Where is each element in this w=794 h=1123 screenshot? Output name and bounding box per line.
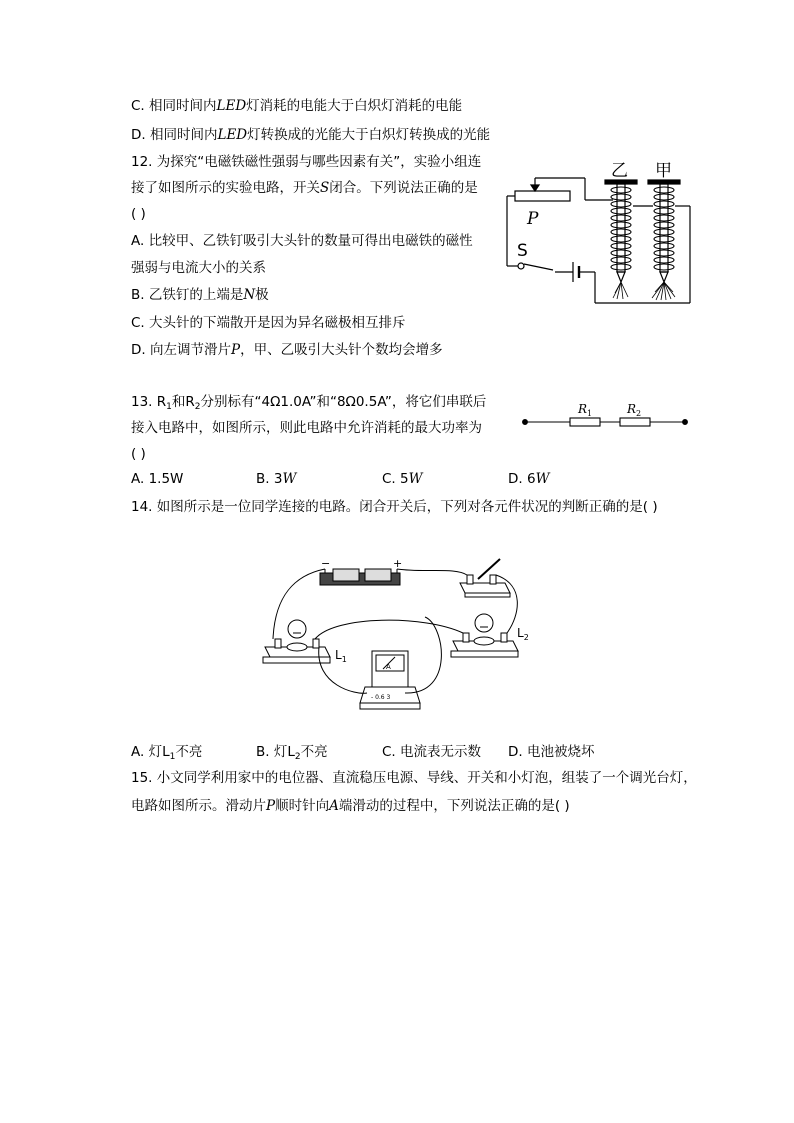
label-l2: $L_2$ <box>517 626 529 642</box>
coil-winding <box>611 187 631 193</box>
coil-winding <box>654 264 674 270</box>
coil-winding <box>611 257 631 263</box>
coil-jia <box>654 187 674 270</box>
coil-winding <box>654 208 674 214</box>
battery-cell-2 <box>365 569 391 581</box>
coil-winding <box>611 208 631 214</box>
q14-option-c: C. 电流表无示数 <box>382 744 482 760</box>
coil-winding <box>611 215 631 221</box>
coil-winding <box>654 215 674 221</box>
coil-winding <box>611 222 631 228</box>
coil-winding <box>611 264 631 270</box>
coil-winding <box>654 250 674 256</box>
rheostat-body <box>515 191 570 201</box>
label-s: S <box>517 241 528 261</box>
q14-stem: 14. 如图所示是一位同学连接的电路。闭合开关后，下列对各元件状况的判断正确的是( ) <box>131 499 658 515</box>
label-l1: $L_1$ <box>335 648 347 664</box>
q13-stem-line2: 接入电路中，如图所示，则此电路中允许消耗的最大功率为 <box>131 420 482 436</box>
coil-winding <box>654 194 674 200</box>
coil-winding <box>611 201 631 207</box>
coil-winding <box>611 243 631 249</box>
q11-option-d: D. 相同时间内LED灯转换成的光能大于白炽灯转换成的光能 <box>131 127 491 143</box>
coil-winding <box>611 250 631 256</box>
q13-option-d: D. 6W <box>508 471 550 487</box>
lamp-l2-bulb <box>475 614 493 632</box>
q13-stem-line1: 13. $R_1$和$R_2$分别标有“4Ω1.0A”和“8Ω0.5A”，将它们串联后 <box>131 394 487 412</box>
q13-answer-bracket: ( ) <box>131 446 146 462</box>
coil-winding <box>611 236 631 242</box>
q12-stem-line1: 12. 为探究“电磁铁磁性强弱与哪些因素有关”，实验小组连 <box>131 154 482 170</box>
q13-option-a: A. 1.5W <box>131 471 184 487</box>
q13-option-c: C. 5W <box>382 471 423 487</box>
q15-stem-line1: 15. 小文同学利用家中的电位器、直流稳压电源、导线、开关和小灯泡，组装了一个调光台灯， <box>131 770 697 786</box>
battery-cell-1 <box>333 569 359 581</box>
q13-option-b: B. 3W <box>256 471 297 487</box>
q12-option-c: C. 大头针的下端散开是因为异名磁极相互排斥 <box>131 315 406 331</box>
coil-winding <box>654 201 674 207</box>
q14-option-b: B. 灯$L_2$不亮 <box>256 744 328 762</box>
label-r1: $R_1$ <box>578 402 593 418</box>
q12-option-d: D. 向左调节滑片P，甲、乙吸引大头针个数均会增多 <box>131 342 443 358</box>
coil-winding <box>611 194 631 200</box>
battery-minus-label: − <box>321 557 331 570</box>
q11-option-c: C. 相同时间内LED灯消耗的电能大于白炽灯消耗的电能 <box>131 98 463 114</box>
wire-l1-l2 <box>315 620 463 639</box>
q12-electromagnet-figure <box>505 158 705 308</box>
wire-battery-switch <box>397 569 467 575</box>
q13-resistor-figure <box>520 398 695 434</box>
label-yi: 乙 <box>611 161 628 181</box>
pins-jia <box>652 282 675 300</box>
q12-answer-bracket: ( ) <box>131 206 146 222</box>
q14-option-a: A. 灯$L_1$不亮 <box>131 744 203 762</box>
coil-winding <box>654 222 674 228</box>
wire-ammeter-l2 <box>405 617 441 693</box>
ammeter-symbol: A <box>386 663 391 671</box>
coil-winding <box>654 257 674 263</box>
label-r2: $R_2$ <box>627 402 642 418</box>
q12-option-a-line1: A. 比较甲、乙铁钉吸引大头针的数量可得出电磁铁的磁性 <box>131 233 473 249</box>
terminal-right <box>683 420 688 425</box>
coil-winding <box>654 243 674 249</box>
q12-stem-line2: 接了如图所示的实验电路，开关S闭合。下列说法正确的是 <box>131 180 478 196</box>
ammeter-scale: - 0.6 3 <box>371 694 391 701</box>
resistor-r1 <box>570 418 600 426</box>
pins-yi <box>613 282 628 299</box>
switch-blade <box>478 559 500 579</box>
q12-option-b: B. 乙铁钉的上端是N极 <box>131 287 269 303</box>
coil-winding <box>654 236 674 242</box>
label-jia: 甲 <box>655 161 672 181</box>
switch-contact <box>518 263 524 269</box>
coil-winding <box>654 187 674 193</box>
q15-stem-line2: 电路如图所示。滑动片P顺时针向A端滑动的过程中，下列说法正确的是( ) <box>131 798 570 814</box>
coil-yi <box>611 187 631 270</box>
coil-winding <box>654 229 674 235</box>
coil-winding <box>611 229 631 235</box>
q14-circuit-figure <box>255 555 535 715</box>
label-p: P <box>527 209 539 229</box>
lamp-l1-bulb <box>288 620 306 638</box>
q12-option-a-line2: 强弱与电流大小的关系 <box>131 260 266 276</box>
resistor-r2 <box>620 418 650 426</box>
q14-option-d: D. 电池被烧坏 <box>508 744 595 760</box>
battery-plus-label: + <box>393 557 403 570</box>
